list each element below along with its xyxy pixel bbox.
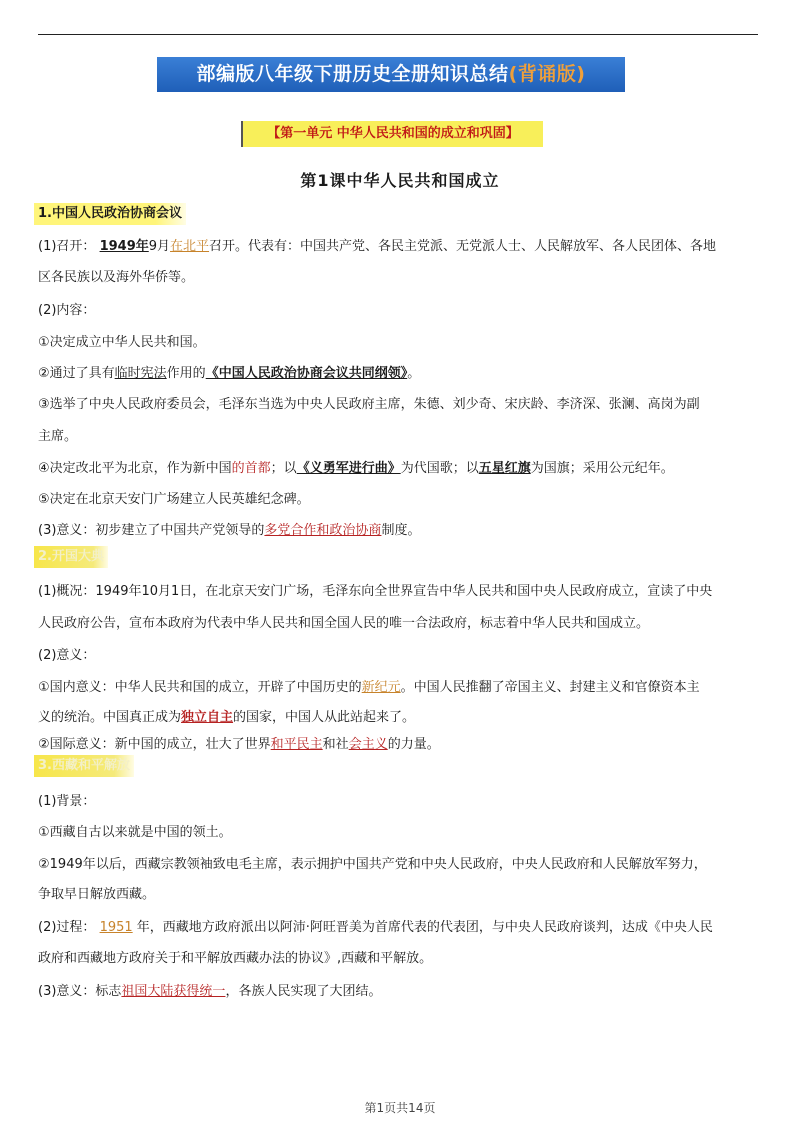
cppcc-convening: (1)召开： 1949年9月在北平召开。代表有：中国共产党、各民主党派、无党派人士、人民解放军、各人民团体、各地 xyxy=(38,239,717,254)
tibet-background-2-cont: 争取早日解放西藏。 xyxy=(38,887,156,902)
domestic-significance: ①国内意义：中华人民共和国的成立，开辟了中国历史的新纪元。中国人民推翻了帝国主义、封建主义和官僚资本主 xyxy=(38,680,700,695)
cppcc-significance: (3)意义：初步建立了中国共产党领导的多党合作和政治协商制度。 xyxy=(38,523,421,538)
international-significance: ②国际意义：新中国的成立，壮大了世界和平民主和社会主义的力量。 xyxy=(38,737,440,752)
document-title-tag: (背诵版) xyxy=(508,63,586,85)
cppcc-convening-cont: 区各民族以及海外华侨等。 xyxy=(38,270,195,285)
page-number: 第1页共14页 xyxy=(364,1101,436,1115)
cppcc-item-3-cont: 主席。 xyxy=(38,429,78,444)
domestic-significance-cont: 义的统治。中国真正成为独立自主的国家，中国人从此站起来了。 xyxy=(38,710,416,725)
document-title: 部编版八年级下册历史全册知识总结 xyxy=(196,63,509,85)
lesson-title: 第1课中华人民共和国成立 xyxy=(300,171,500,190)
ceremony-significance-label: (2)意义： xyxy=(38,648,96,663)
cppcc-item-4: ④决定改北平为北京，作为新中国的首都；以《义勇军进行曲》为代国歌；以五星红旗为国旗；采用公元纪年。 xyxy=(38,461,674,476)
unit-title: 【第一单元 中华人民共和国的成立和巩固】 xyxy=(241,121,543,147)
document-title-banner xyxy=(157,57,625,92)
section-heading-tibet: 3.西藏和平解放 xyxy=(34,755,134,777)
cppcc-content-label: (2)内容： xyxy=(38,303,96,318)
tibet-background-2: ②1949年以后，西藏宗教领袖致电毛主席，表示拥护中国共产党和中央人民政府，中央人民政府和人民解放军努力， xyxy=(38,857,707,872)
top-rule xyxy=(38,34,758,35)
cppcc-item-1: ①决定成立中华人民共和国。 xyxy=(38,335,206,350)
tibet-background-label: (1)背景： xyxy=(38,794,96,809)
tibet-process: (2)过程： 1951 年，西藏地方政府派出以阿沛·阿旺晋美为首席代表的代表团，与中央人民政府谈判，达成《中央人民 xyxy=(38,920,713,935)
tibet-background-1: ①西藏自古以来就是中国的领土。 xyxy=(38,825,232,840)
ceremony-overview: (1)概况：1949年10月1日，在北京天安门广场，毛泽东向全世界宣告中华人民共和国中央人民政府成立，宣读了中央 xyxy=(38,584,713,599)
section-heading-cppcc: 1.中国人民政治协商会议 xyxy=(34,203,186,225)
tibet-significance: (3)意义：标志祖国大陆获得统一，各族人民实现了大团结。 xyxy=(38,984,382,999)
tibet-process-cont: 政府和西藏地方政府关于和平解放西藏办法的协议》,西藏和平解放。 xyxy=(38,951,433,966)
cppcc-item-2: ②通过了具有临时宪法作用的《中国人民政治协商会议共同纲领》。 xyxy=(38,366,421,381)
cppcc-item-3: ③选举了中央人民政府委员会，毛泽东当选为中央人民政府主席，朱德、刘少奇、宋庆龄、李济深、张澜、高岗为副 xyxy=(38,397,700,412)
section-heading-founding-ceremony: 2.开国大典 xyxy=(34,546,108,568)
cppcc-item-5: ⑤决定在北京天安门广场建立人民英雄纪念碑。 xyxy=(38,492,310,507)
ceremony-overview-cont: 人民政府公告，宣布本政府为代表中华人民共和国全国人民的唯一合法政府，标志着中华人民共和国成立。 xyxy=(38,616,650,631)
